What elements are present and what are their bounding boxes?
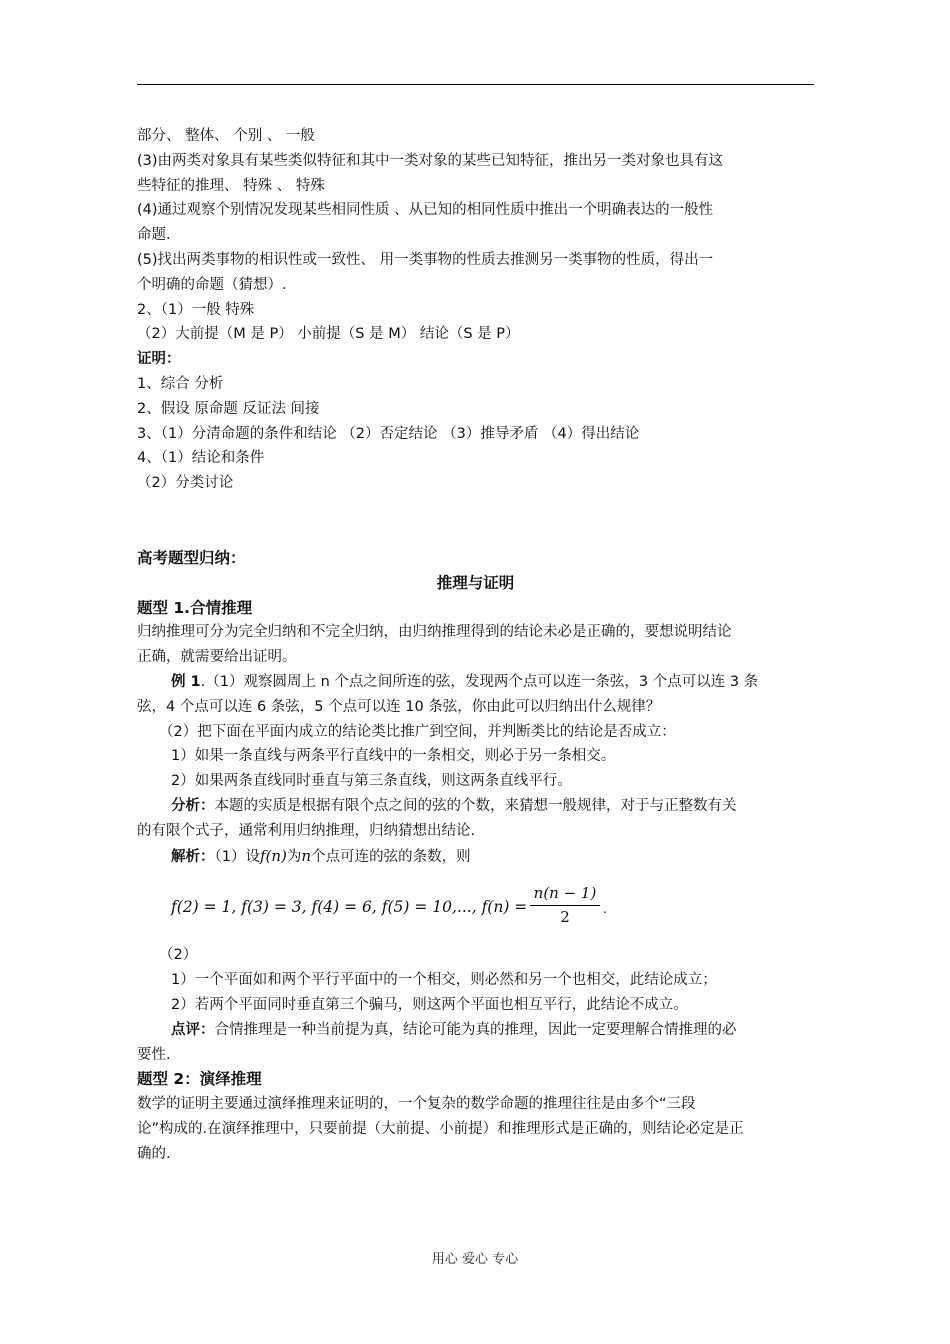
text-line: 确的. <box>137 1145 171 1162</box>
comment-label: 点评： <box>171 1021 215 1038</box>
section-heading: 高考题型归纳： <box>137 548 246 567</box>
text-line: （2）大前提（M 是 P） 小前提（S 是 M） 结论（S 是 P） <box>137 326 520 343</box>
text-line: 正确，就需要给出证明。 <box>137 649 297 666</box>
text-line: 2）如果两条直线同时垂直与第三条直线，则这两条直线平行。 <box>171 773 572 790</box>
text-line: （2）把下面在平面内成立的结论类比推广到空间，并判断类比的结论是否成立： <box>159 723 676 740</box>
example-text: .（1）观察圆周上 n 个点之间所连的弦，发现两个点可以连一条弦，3 个点可以连 3 条 <box>200 673 759 690</box>
analysis-line <box>137 794 814 819</box>
math-fn: f(n) <box>259 846 287 865</box>
example-label: 例 1 <box>171 673 201 690</box>
text-line: （2）分类讨论 <box>137 475 234 492</box>
math-var: n <box>301 846 312 865</box>
text-line: 个明确的命题（猜想）. <box>137 276 287 293</box>
solution-label: 解析： <box>171 848 215 865</box>
fraction-numerator: n(n − 1) <box>530 883 600 906</box>
solution-text: 为 <box>286 848 302 865</box>
text-line: 要性. <box>137 1046 171 1063</box>
text-line: 些特征的推理、 特殊 、 特殊 <box>137 177 325 194</box>
text-line: 数学的证明主要通过演绎推理来证明的，一个复杂的数学命题的推理往往是由多个“三段 <box>137 1096 696 1113</box>
text-line: (3)由两类对象具有某些类似特征和其中一类对象的某些已知特征，推出另一类对象也具有这 <box>137 152 724 169</box>
text-line: 2、（1）一般 特殊 <box>137 301 255 318</box>
text-line: 1）如果一条直线与两条平行直线中的一条相交，则必于另一条相交。 <box>171 748 616 765</box>
text-line: 1、综合 分析 <box>137 375 224 392</box>
text-line: 2、假设 原命题 反证法 间接 <box>137 400 320 417</box>
text-line: 3、（1）分清命题的条件和结论 （2）否定结论 （3）推导矛盾 （4）得出结论 <box>137 425 640 442</box>
text-line: （2） <box>159 947 198 964</box>
text-line: 归纳推理可分为完全归纳和不完全归纳，由归纳推理得到的结论未必是正确的，要想说明结论 <box>137 624 732 641</box>
proof-heading: 证明： <box>137 351 181 368</box>
solution-text: （1）设 <box>214 848 260 865</box>
formula-lhs: f(2) = 1, f(3) = 3, f(4) = 6, f(5) = 10,..., f(n) = <box>171 898 528 917</box>
text-line: 的有限个式子，通常利用归纳推理，归纳猜想出结论. <box>137 822 476 839</box>
comment-text: 合情推理是一种当前提为真，结论可能为真的推理，因此一定要理解合情推理的必 <box>214 1021 737 1038</box>
text-line: 弦，4 个点可以连 6 条弦，5 个点可以连 10 条弦，你由此可以归纳出什么规律？ <box>137 698 661 715</box>
type1-heading: 题型 1.合情推理 <box>137 598 253 617</box>
solution-line <box>137 844 814 870</box>
formula-block <box>137 883 814 937</box>
section-title: 推理与证明 <box>436 573 515 592</box>
text-line: (5)找出两类事物的相识性或一致性、 用一类事物的性质去推测另一类事物的性质，得出一 <box>137 251 714 268</box>
text-line: 1）一个平面如和两个平行平面中的一个相交，则必然和另一个也相交，此结论成立； <box>171 972 717 989</box>
formula-fraction <box>530 883 600 928</box>
page-footer: 用心 爱心 专心 <box>431 1252 519 1267</box>
example-line <box>137 670 814 695</box>
text-line: 4、（1）结论和条件 <box>137 450 265 467</box>
document-body <box>137 124 814 1166</box>
type2-heading: 题型 2：演绎推理 <box>137 1070 262 1089</box>
formula-period: . <box>603 902 607 917</box>
text-line: 2）若两个平面同时垂直第三个骗马，则这两个平面也相互平行，此结论不成立。 <box>171 996 688 1013</box>
text-line: 部分、 整体、 个别 、 一般 <box>137 128 315 144</box>
analysis-text: 本题的实质是根据有限个点之间的弦的个数，来猜想一般规律，对于与正整数有关 <box>214 797 737 814</box>
fraction-denominator: 2 <box>560 908 570 927</box>
solution-text: 个点可连的弦的条数，则 <box>311 848 471 865</box>
header-rule <box>137 84 814 85</box>
analysis-label: 分析： <box>171 797 215 814</box>
comment-line <box>137 1018 814 1043</box>
spacer <box>137 496 814 546</box>
text-line: 论”构成的.在演绎推理中，只要前提（大前提、小前提）和推理形式是正确的，则结论必定是正 <box>137 1120 744 1137</box>
text-line: (4)通过观察个别情况发现某些相同性质 、从已知的相同性质中推出一个明确表达的一般性 <box>137 202 714 219</box>
text-line: 命题. <box>137 227 171 244</box>
